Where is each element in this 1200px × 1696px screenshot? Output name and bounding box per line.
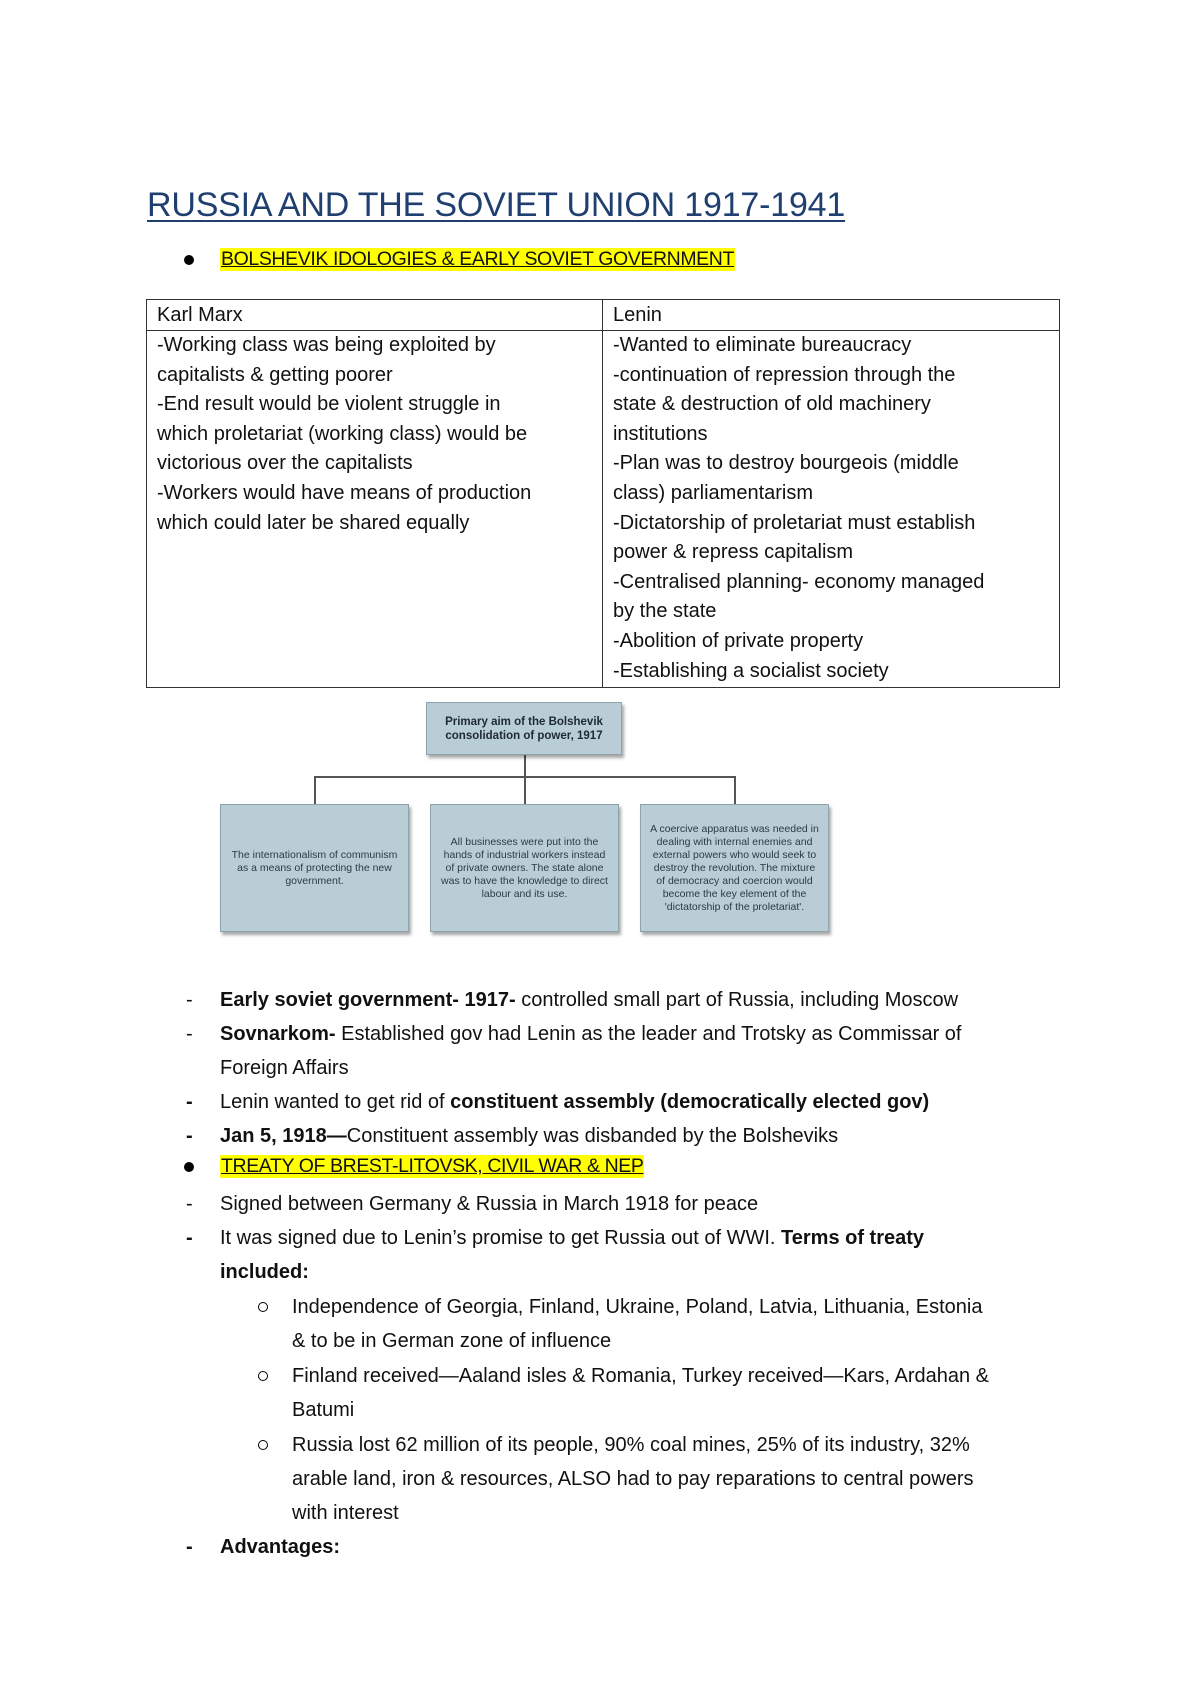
note-text: & to be in German zone of influence (292, 1330, 612, 1352)
cell-line: power & repress capitalism (612, 541, 854, 564)
dash-marker: - (186, 1091, 193, 1113)
connector-line (524, 776, 526, 804)
note-text: with interest (292, 1502, 399, 1524)
dash-marker: - (186, 1193, 193, 1215)
note-text: arable land, iron & resources, ALSO had to pay reparations to central powers (292, 1468, 974, 1490)
table-row (147, 331, 1060, 688)
note-text: Russia lost 62 million of its people, 90% coal mines, 25% of its industry, 32% (292, 1434, 970, 1456)
circle-bullet-icon (258, 1440, 268, 1450)
note-bold: Early soviet government- 1917- (220, 989, 516, 1011)
note-text: Lenin wanted to get rid of (220, 1091, 451, 1113)
note-bold: Terms of treaty (781, 1227, 925, 1249)
note-text: Foreign Affairs (220, 1057, 349, 1079)
dash-marker: - (186, 1023, 193, 1045)
marx-cell (147, 331, 603, 688)
connector-line (314, 776, 316, 804)
circle-bullet-icon (258, 1302, 268, 1312)
note-text: Established gov had Lenin as the leader and Trotsky as Commissar of (335, 1023, 962, 1045)
lenin-cell (602, 331, 1059, 688)
cell-line: victorious over the capitalists (157, 452, 413, 475)
connector-line (524, 755, 526, 777)
dash-marker: - (186, 1227, 193, 1249)
cell-line: state & destruction of old machinery (612, 393, 931, 416)
dash-marker: - (186, 989, 193, 1011)
note-bold: included: (220, 1261, 309, 1283)
note-text: It was signed due to Lenin’s promise to get Russia out of WWI. (220, 1227, 782, 1249)
note-text: Signed between Germany & Russia in March 1918 for peace (220, 1193, 759, 1215)
cell-line: -Abolition of private property (612, 629, 864, 652)
comparison-table (146, 299, 1060, 688)
cell-line: class) parliamentarism (612, 481, 814, 504)
note-bold: constituent assembly (democratically elected gov) (450, 1091, 930, 1113)
circle-bullet-icon (258, 1371, 268, 1381)
cell-line: -continuation of repression through the (612, 363, 956, 386)
cell-line: institutions (612, 422, 708, 445)
cell-line: -Wanted to eliminate bureaucracy (612, 334, 912, 356)
bullet-dot-icon (184, 1162, 194, 1172)
cell-line: -Establishing a socialist society (612, 659, 889, 682)
note-text: controlled small part of Russia, including Moscow (515, 989, 959, 1011)
cell-line: -End result would be violent struggle in (157, 393, 501, 416)
bolshevik-aims-diagram (218, 695, 838, 945)
note-bold: Advantages: (220, 1536, 341, 1558)
cell-line: -Dictatorship of proletariat must establish (612, 511, 976, 534)
document-title: RUSSIA AND THE SOVIET UNION 1917-1941 (147, 186, 846, 224)
dash-marker: - (186, 1125, 193, 1147)
note-text: Independence of Georgia, Finland, Ukraine, Poland, Latvia, Lithuania, Estonia (292, 1296, 983, 1318)
cell-line: -Centralised planning- economy managed (612, 570, 985, 593)
cell-line: by the state (612, 600, 717, 623)
note-text: Finland received—Aaland isles & Romania, Turkey received—Kars, Ardahan & (292, 1365, 990, 1387)
table-header-lenin: Lenin (602, 300, 1059, 331)
cell-line: -Workers would have means of production (157, 481, 532, 504)
connector-line (734, 776, 736, 804)
dash-marker: - (186, 1536, 193, 1558)
diagram-box: A coercive apparatus was needed in dealing with internal enemies and external powers who would seek to destroy the revolution. The mixture of democracy and coercion would become the key element of the 'dictatorship of the proletariat'. (640, 804, 829, 932)
cell-line: capitalists & getting poorer (157, 363, 393, 386)
note-text: Constituent assembly was disbanded by the Bolsheviks (346, 1125, 839, 1147)
diagram-box: The internationalism of communism as a means of protecting the new government. (220, 804, 409, 932)
section-heading-text: BOLSHEVIK IDOLOGIES & EARLY SOVIET GOVERNMENT (221, 248, 734, 270)
section-heading-text: TREATY OF BREST-LITOVSK, CIVIL WAR & NEP (221, 1155, 644, 1177)
note-bold: Sovnarkom- (220, 1023, 336, 1045)
table-header-row (147, 300, 1060, 331)
cell-line: -Plan was to destroy bourgeois (middle (612, 452, 959, 475)
cell-line: -Working class was being exploited by (157, 334, 496, 356)
diagram-box: All businesses were put into the hands of industrial workers instead of private owners. The state alone was to have the knowledge to direct labour and its use. (430, 804, 619, 932)
cell-line: which could later be shared equally (157, 511, 470, 534)
note-bold: Jan 5, 1918— (220, 1125, 347, 1147)
bullet-dot-icon (184, 255, 194, 265)
cell-line: which proletariat (working class) would be (157, 422, 528, 445)
diagram-top-box: Primary aim of the Bolshevik consolidation of power, 1917 (426, 702, 622, 755)
note-text: Batumi (292, 1399, 355, 1421)
table-header-marx: Karl Marx (147, 300, 603, 331)
